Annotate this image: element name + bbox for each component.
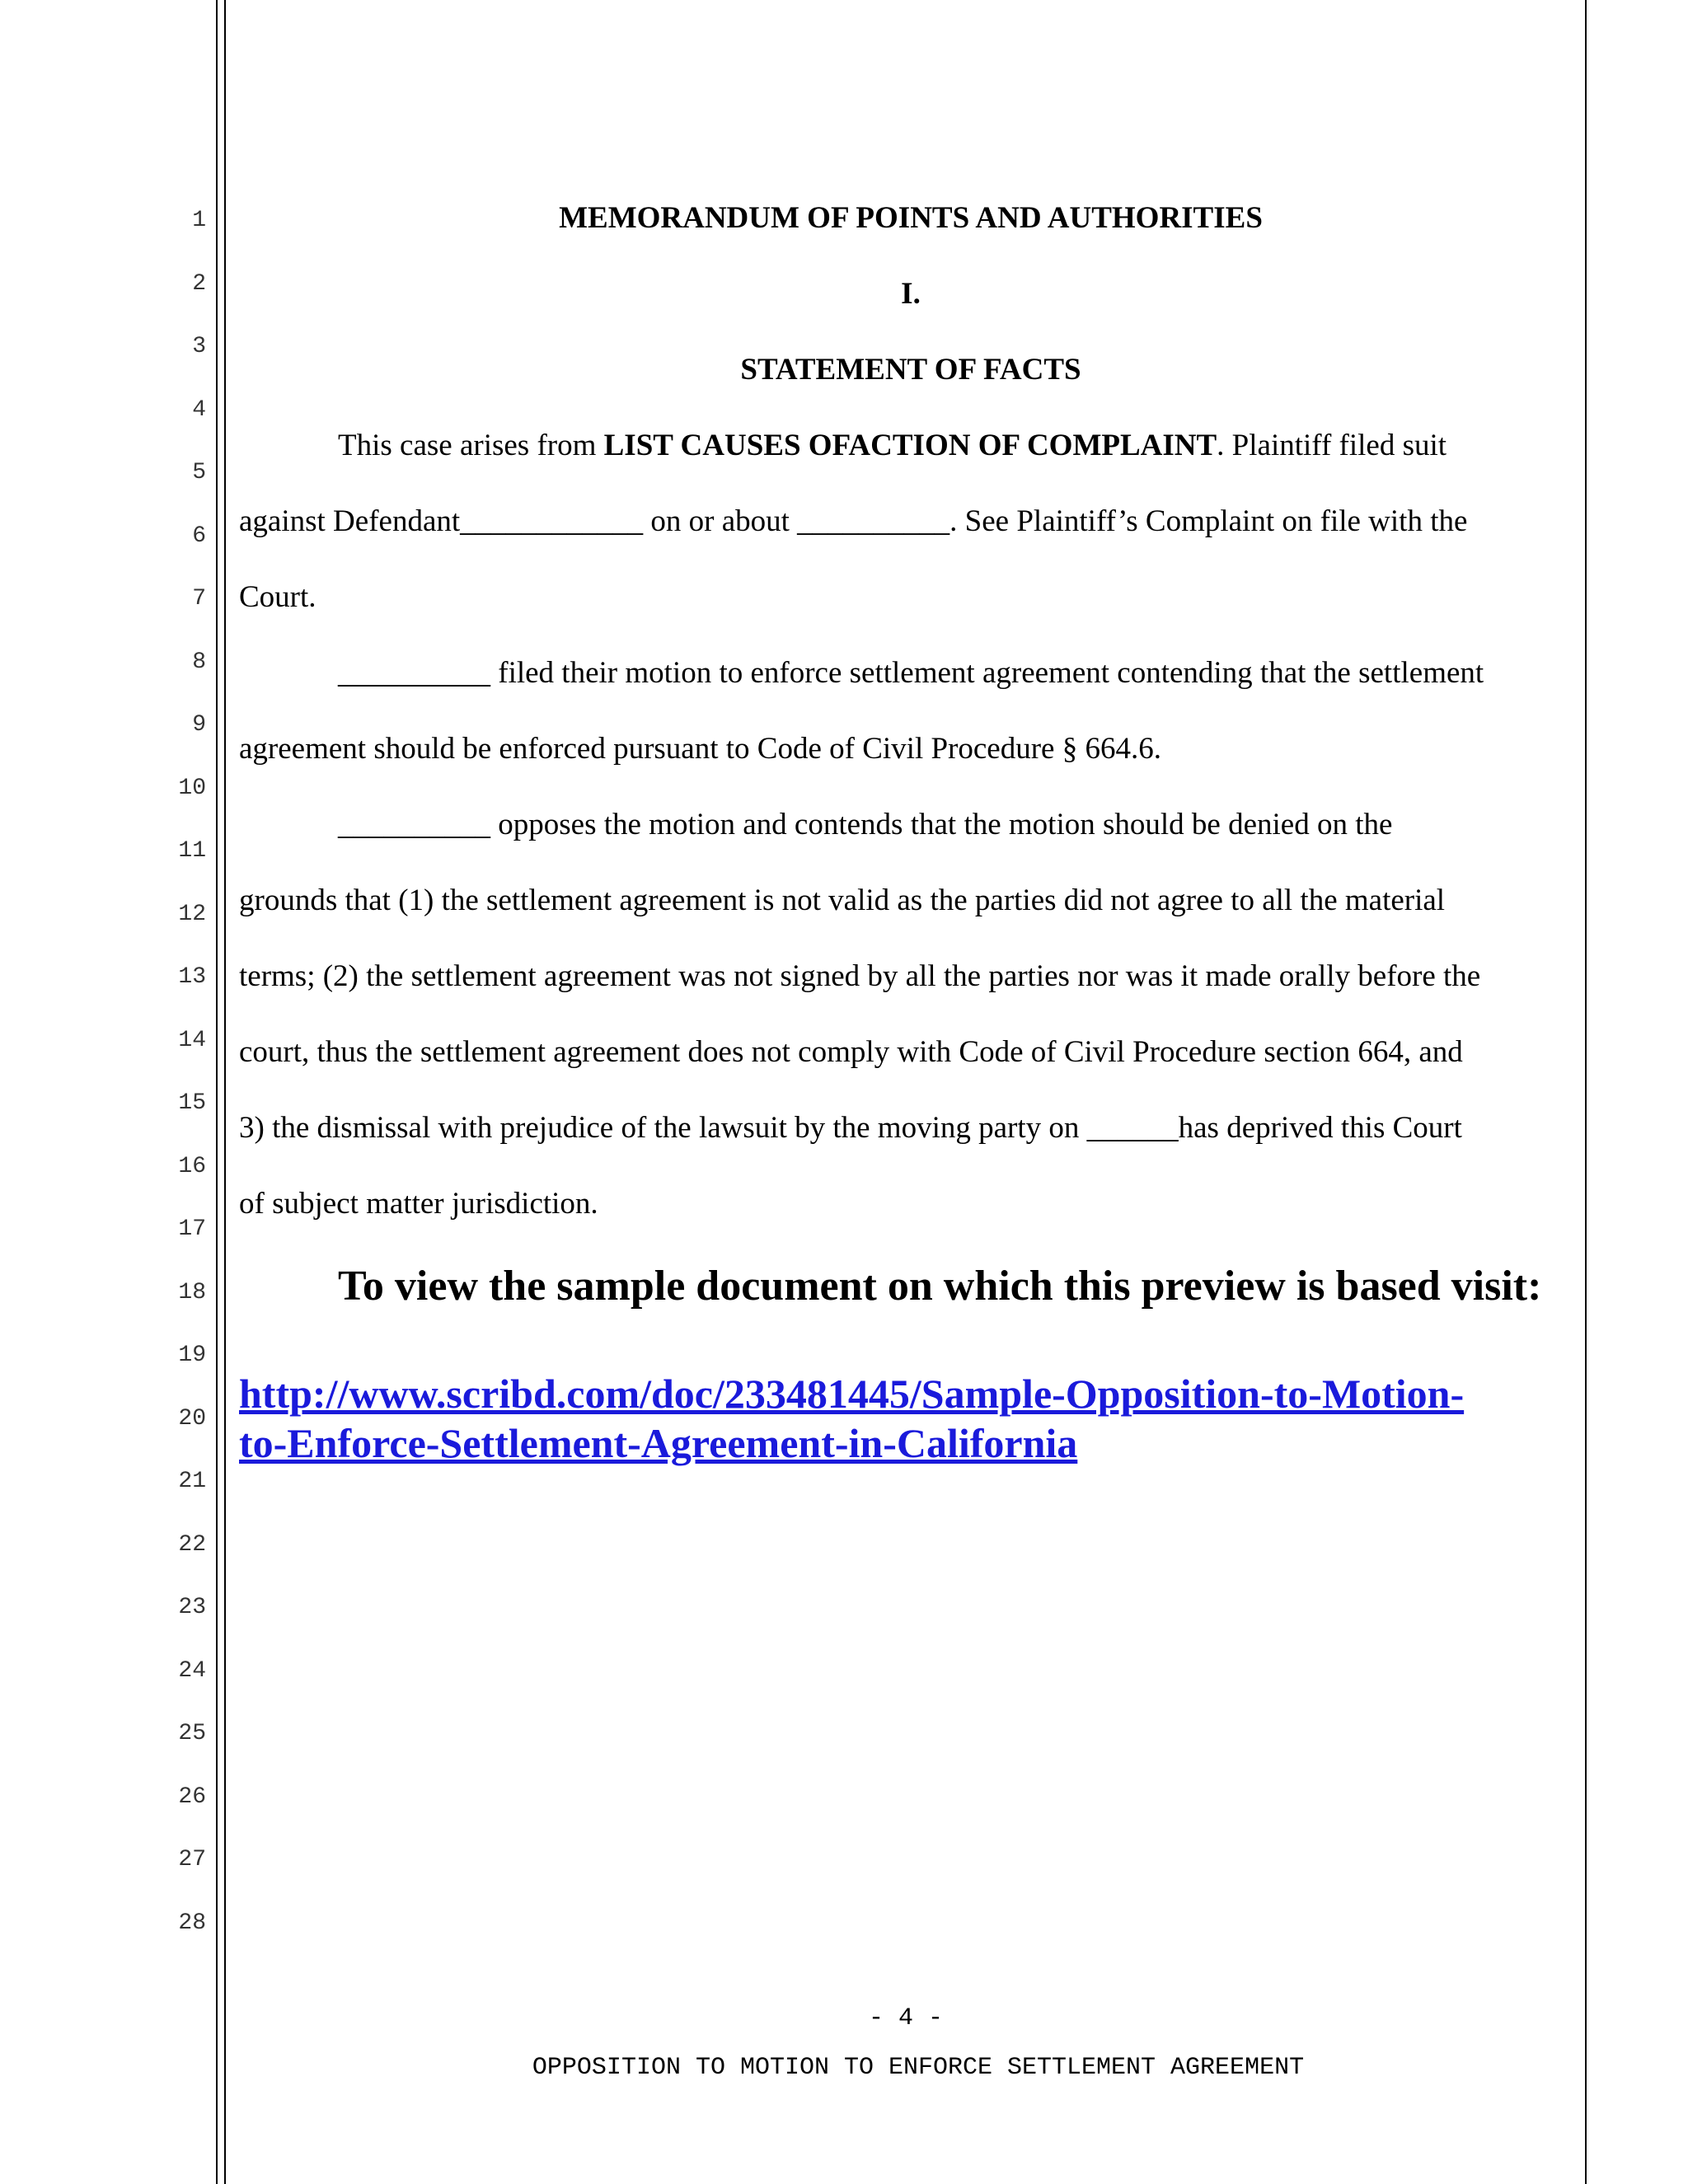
line-number: 11 [178, 838, 206, 864]
left-margin-rule-inner [224, 0, 226, 2184]
paragraph3-line4: court, thus the settlement agreement does not comply with Code of Civil Procedure section 664, and [239, 1035, 1463, 1069]
line-number: 18 [178, 1280, 206, 1305]
paragraph1-line1 [338, 430, 1447, 461]
preview-heading: To view the sample document on which this preview is based visit: [338, 1263, 1542, 1310]
footer-document-title: OPPOSITION TO MOTION TO ENFORCE SETTLEMENT AGREEMENT [532, 2054, 1305, 2082]
line-number: 8 [192, 649, 206, 675]
paragraph1-intro: This case arises from [338, 429, 604, 462]
line-number: 10 [178, 776, 206, 801]
line-number: 12 [178, 902, 206, 927]
left-margin-rule-outer [216, 0, 218, 2184]
paragraph1-intro-end: . Plaintiff filed suit [1217, 429, 1447, 462]
footer-page-number: - 4 - [868, 2004, 943, 2032]
line-number: 14 [178, 1028, 206, 1053]
line-number: 19 [178, 1343, 206, 1368]
paragraph3-line1: __________ opposes the motion and contends that the motion should be denied on the [338, 808, 1393, 841]
paragraph1-line2: against Defendant____________ on or about __________. See Plaintiff’s Complaint on file with the [239, 504, 1468, 538]
line-number: 24 [178, 1658, 206, 1684]
line-number: 2 [192, 271, 206, 297]
right-margin-rule [1585, 0, 1587, 2184]
line-number: 28 [178, 1910, 206, 1936]
line-number: 17 [178, 1216, 206, 1242]
line-number: 3 [192, 334, 206, 359]
line-number: 16 [178, 1154, 206, 1179]
paragraph3-line3: terms; (2) the settlement agreement was not signed by all the parties nor was it made orally before the [239, 959, 1481, 993]
line-number: 22 [178, 1532, 206, 1558]
line-number: 5 [192, 460, 206, 485]
line-number: 13 [178, 964, 206, 990]
line-number: 21 [178, 1469, 206, 1494]
line-number: 15 [178, 1090, 206, 1116]
scribd-link-line1[interactable]: http://www.scribd.com/doc/233481445/Sample-Opposition-to-Motion- [239, 1371, 1465, 1417]
line-number: 9 [192, 712, 206, 738]
section-number: I. [901, 277, 921, 311]
causes-of-action-placeholder: LIST CAUSES OFACTION OF COMPLAINT [603, 429, 1217, 462]
paragraph3-line2: grounds that (1) the settlement agreement is not valid as the parties did not agree to all the material [239, 883, 1446, 917]
paragraph1-line3: Court. [239, 580, 316, 614]
line-number: 4 [192, 397, 206, 423]
line-number: 6 [192, 523, 206, 549]
line-number: 7 [192, 586, 206, 612]
line-number: 25 [178, 1721, 206, 1746]
line-number: 20 [178, 1406, 206, 1432]
paragraph2-line2: agreement should be enforced pursuant to Code of Civil Procedure § 664.6. [239, 732, 1161, 766]
line-number: 26 [178, 1784, 206, 1810]
line-number: 1 [192, 208, 206, 233]
paragraph3-line5: 3) the dismissal with prejudice of the lawsuit by the moving party on ______has deprived this Court [239, 1111, 1462, 1145]
line-number: 27 [178, 1847, 206, 1872]
paragraph3-line6: of subject matter jurisdiction. [239, 1187, 598, 1221]
scribd-link-line2[interactable]: to-Enforce-Settlement-Agreement-in-California [239, 1420, 1078, 1466]
section-title: STATEMENT OF FACTS [740, 353, 1081, 387]
line-number: 23 [178, 1595, 206, 1620]
memorandum-title: MEMORANDUM OF POINTS AND AUTHORITIES [559, 201, 1263, 235]
paragraph2-line1: __________ filed their motion to enforce settlement agreement contending that the settlement [338, 656, 1484, 690]
